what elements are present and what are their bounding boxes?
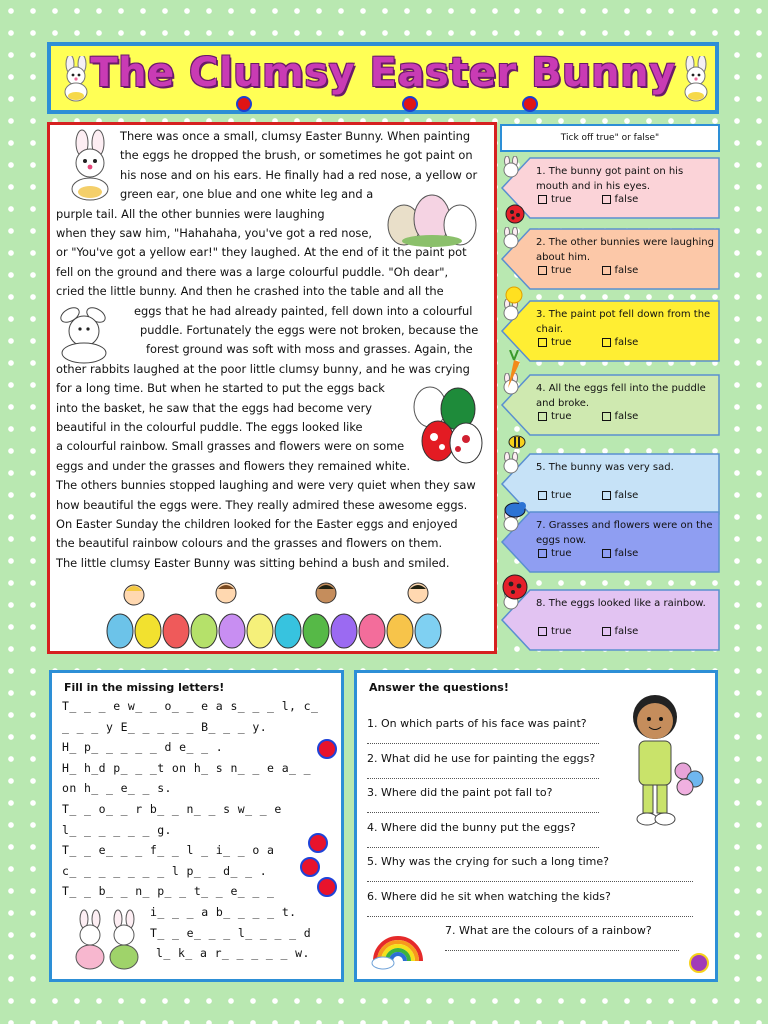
bunny-icon [500,227,522,251]
two-bunnies-icon [70,909,144,973]
title-dot [522,96,538,112]
dot-marker [308,833,328,853]
true-option[interactable] [538,194,572,205]
tf-question-text: 8. The eggs looked like a rainbow. [536,598,706,609]
fill-line[interactable]: T_ _ e_ _ _ f_ _ l _ i_ _ o a [62,843,275,858]
fill-line[interactable]: H_ h_d p_ _ _t on h_ s n_ _ e a_ _ [62,760,312,775]
answer-title: Answer the questions! [369,681,509,694]
true-option[interactable] [538,490,572,501]
tf-options [538,411,638,422]
false-label: false [614,194,639,205]
answer-question: 2. What did he use for painting the eggs? [367,751,596,765]
story-line: eggs that he had already painted, fell down into a colourful [134,303,473,318]
tf-question-card [500,588,721,652]
false-option[interactable] [602,490,639,501]
false-checkbox[interactable] [602,338,611,347]
true-option[interactable] [538,548,572,559]
boy-with-flowers-icon [619,687,707,831]
fill-title: Fill in the missing letters! [64,681,225,694]
dot-marker [300,857,320,877]
story-line: when they saw him, "Hahahaha, you've got a red nose, [56,226,372,240]
tf-options [538,548,638,559]
ladybug-icon [500,572,530,602]
false-checkbox[interactable] [602,195,611,204]
answer-writing-line[interactable] [367,916,693,917]
story-line: eggs and under the grasses and flowers they remained white. [56,458,411,473]
title-dot [402,96,418,112]
tf-options [538,337,638,348]
true-checkbox[interactable] [538,627,547,636]
tf-question-card [500,156,721,220]
fill-line[interactable]: i_ _ _ a b_ _ _ _ t. [150,905,297,919]
true-checkbox[interactable] [538,491,547,500]
fill-line[interactable]: l_ _ _ _ _ _ g. [62,822,172,837]
bird-icon [502,496,528,522]
tf-question-card [500,452,721,516]
answer-question: 1. On which parts of his face was paint? [367,717,587,730]
fill-line[interactable]: T_ _ o_ _ r b_ _ n_ _ s w_ _ e [62,802,282,816]
story-line: The others bunnies stopped laughing and were very quiet when they saw [56,478,476,493]
tf-question-text: 3. The paint pot fell down from the chair. [536,309,711,335]
bunny-icon [60,129,120,201]
tf-question-card [500,227,721,291]
tf-question-text: 2. The other bunnies were laughing about him. [536,237,714,263]
answer-writing-line[interactable] [367,812,599,813]
false-label: false [614,411,639,422]
false-checkbox[interactable] [602,549,611,558]
bee-icon [506,430,528,452]
true-checkbox[interactable] [538,338,547,347]
story-line: puddle. Fortunately the eggs were not broken, because the [140,323,479,337]
fill-line[interactable]: T_ _ _ e w_ _ o_ _ e a s_ _ _ l, c_ [62,699,319,713]
tf-options [538,626,638,637]
false-label: false [614,548,639,559]
answer-writing-line[interactable] [367,778,599,779]
true-label: true [551,411,572,422]
bunny-lying-icon [56,303,120,365]
story-line: cried the little bunny. And then he crashed into the table and all the [56,284,444,299]
true-label: true [551,194,572,205]
answer-question: 4. Where did the bunny put the eggs? [367,820,576,834]
ladybug-icon [504,203,526,225]
fill-line[interactable]: on h_ _ e_ _ s. [62,781,172,796]
fill-line[interactable]: T_ _ e_ _ _ l_ _ _ _ d [150,925,312,940]
answer-writing-line[interactable] [367,743,599,744]
story-line: purple tail. All the other bunnies were laughing [56,206,325,221]
false-checkbox[interactable] [602,627,611,636]
true-checkbox[interactable] [538,549,547,558]
false-option[interactable] [602,411,639,422]
tf-question-text: 4. All the eggs fell into the puddle and broke. [536,383,706,409]
bunny-icon [500,452,522,476]
false-option[interactable] [602,626,639,637]
story-line: other rabbits laughed at the poor little clumsy bunny, and he was crying [56,361,470,376]
true-option[interactable] [538,265,572,276]
false-label: false [614,337,639,348]
tick-off-header: Tick off true" or false" [500,124,720,152]
bunnies-group-icon [384,187,480,249]
false-option[interactable] [602,194,639,205]
false-option[interactable] [602,337,639,348]
true-label: true [551,626,572,637]
title-banner [47,42,719,114]
carrot-icon [504,350,524,390]
tf-question-text: 1. The bunny got paint on his mouth and in his eyes. [536,166,684,192]
answer-panel [354,670,718,982]
false-label: false [614,626,639,637]
story-line: a colourful rainbow. Small grasses and flowers were on some [56,439,405,454]
page-title: The Clumsy Easter Bunny [90,50,676,96]
story-line: the beautiful rainbow colours and the grasses and flowers on them. [56,536,443,551]
false-checkbox[interactable] [602,266,611,275]
false-label: false [614,265,639,276]
story-line: fell on the ground and there was a large colourful puddle. "Oh dear", [56,264,449,279]
answer-question: 7. What are the colours of a rainbow? [445,924,652,937]
bunny-right-icon [679,56,713,102]
true-label: true [551,265,572,276]
tf-question-text: 7. Grasses and flowers were on the eggs now. [536,520,713,546]
true-label: true [551,548,572,559]
true-option[interactable] [538,626,572,637]
title-dot [236,96,252,112]
fill-in-panel [49,670,344,982]
answer-question: 3. Where did the paint pot fall to? [367,786,553,799]
false-option[interactable] [602,265,639,276]
story-line: or "You've got a yellow ear!" they laughed. At the end of it the paint pot [56,245,467,260]
true-checkbox[interactable] [538,266,547,275]
tf-options [538,194,638,205]
kids-with-eggs-icon [106,581,446,651]
answer-writing-line[interactable] [445,950,679,951]
story-line: forest ground was soft with moss and grasses. Again, the [146,342,473,357]
true-checkbox[interactable] [538,195,547,204]
fill-line[interactable]: _ _ _ y E_ _ _ _ _ B_ _ _ y. [62,719,268,734]
tf-options [538,490,638,501]
tf-question-card [500,299,721,363]
tf-question-card [500,510,721,574]
answer-question: 5. Why was the crying for such a long time? [367,855,609,868]
story-line: green ear, one blue and one white leg and a [120,187,374,202]
false-label: false [614,490,639,501]
story-panel [47,122,497,654]
tf-options [538,265,638,276]
true-option[interactable] [538,411,572,422]
true-label: true [551,490,572,501]
rainbow-icon [369,927,427,971]
story-line: There was once a small, clumsy Easter Bunny. When painting [120,129,471,143]
tf-question-card [500,373,721,437]
fill-line[interactable]: c_ _ _ _ _ _ _ l p_ _ d_ _ . [62,863,268,878]
story-line: for a long time. But when he started to put the eggs back [56,381,385,396]
false-checkbox[interactable] [602,491,611,500]
true-option[interactable] [538,337,572,348]
false-option[interactable] [602,548,639,559]
fill-line[interactable]: T_ _ b_ _ n_ p_ _ t_ _ e_ _ _ [62,884,275,899]
bunny-icon [500,156,522,180]
fill-line[interactable]: H_ p_ _ _ _ _ d e_ _ . [62,740,224,755]
answer-writing-line[interactable] [367,881,693,882]
true-checkbox[interactable] [538,412,547,421]
answer-question: 6. Where did he sit when watching the kids? [367,889,611,903]
author-logo-icon [689,953,709,973]
story-line: beautiful in the colourful puddle. The eggs looked like [56,420,363,434]
answer-writing-line[interactable] [367,847,599,848]
tf-question-text: 5. The bunny was very sad. [536,462,674,473]
sun-icon [503,284,525,306]
story-line: how beautiful the eggs were. They really admired these awesome eggs. [56,497,468,512]
dot-marker [317,877,337,897]
story-line: On Easter Sunday the children looked for the Easter eggs and enjoyed [56,517,458,531]
eggs-group-icon [406,383,486,469]
fill-line[interactable]: l_ k_ a r_ _ _ _ _ w. [156,946,310,961]
story-line: the eggs he dropped the brush, or sometimes he got paint on [120,148,473,163]
story-line: The little clumsy Easter Bunny was sitting behind a bush and smiled. [56,555,450,570]
dot-marker [317,739,337,759]
story-line: into the basket, he saw that the eggs had become very [56,400,373,415]
true-label: true [551,337,572,348]
false-checkbox[interactable] [602,412,611,421]
story-line: his nose and on his ears. He finally had a red nose, a yellow or [120,167,478,182]
